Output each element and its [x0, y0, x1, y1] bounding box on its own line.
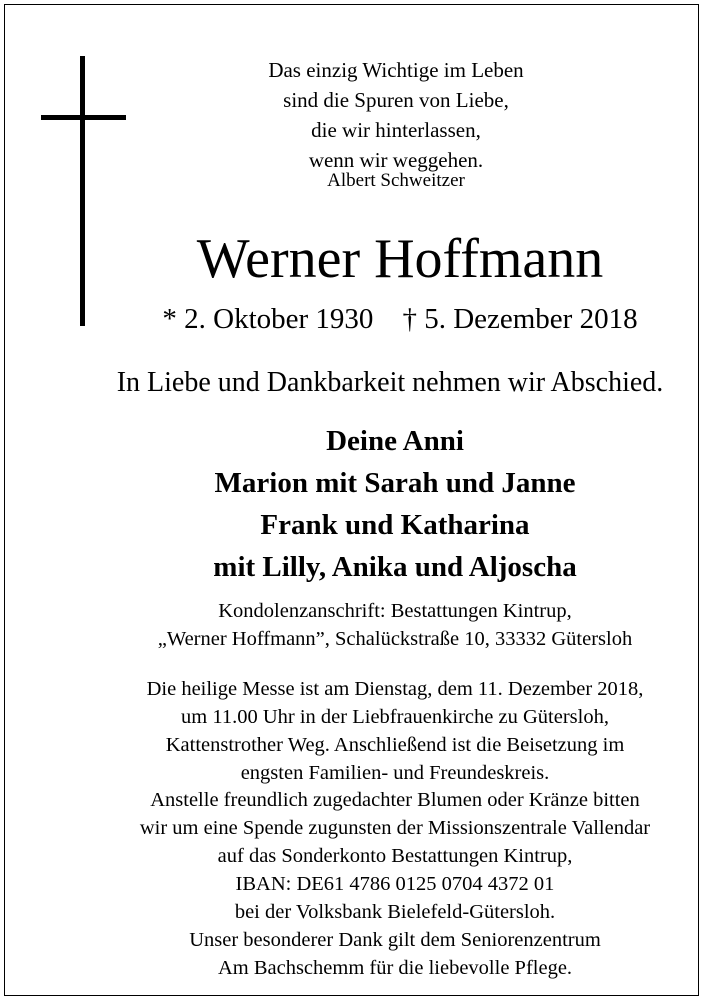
quote-line: die wir hinterlassen, — [311, 118, 481, 142]
condolence-line: Kondolenzanschrift: Bestattungen Kintrup, — [218, 600, 572, 622]
deceased-name: Werner Hoffmann — [196, 228, 604, 290]
quote-line: Das einzig Wichtige im Leben — [268, 58, 524, 82]
mass-line: engsten Familien- und Freundeskreis. — [240, 762, 550, 784]
family-list — [40, 420, 703, 588]
mass-line: um 11.00 Uhr in der Liebfrauenkirche zu Gütersloh, — [181, 706, 609, 728]
mass-line: Die heilige Messe ist am Dienstag, dem 11. Dezember 2018, — [146, 678, 644, 700]
cross-horizontal-bar — [41, 115, 126, 120]
farewell-text: In Liebe und Dankbarkeit nehmen wir Abschied. — [116, 367, 664, 398]
family-line: Deine Anni — [326, 425, 464, 457]
mass-info — [40, 675, 703, 787]
quote-line: wenn wir weggehen. — [308, 148, 484, 172]
donation-info — [40, 786, 703, 926]
donation-line: Anstelle freundlich zugedachter Blumen oder Kränze bitten — [150, 789, 640, 811]
mass-line: Kattenstrother Weg. Anschließend ist die Beisetzung im — [165, 734, 625, 756]
birth-date: * 2. Oktober 1930 — [162, 303, 374, 335]
donation-line: bei der Volksbank Bielefeld-Gütersloh. — [234, 901, 556, 923]
death-date: † 5. Dezember 2018 — [402, 303, 638, 335]
life-dates — [120, 300, 680, 338]
donation-line: IBAN: DE61 4786 0125 0704 4372 01 — [235, 873, 555, 895]
family-line: Frank und Katharina — [260, 509, 530, 541]
donation-line: auf das Sonderkonto Bestattungen Kintrup, — [217, 845, 573, 867]
family-line: mit Lilly, Anika und Aljoscha — [213, 551, 577, 583]
thanks-note — [40, 926, 703, 982]
quote — [166, 55, 626, 175]
thanks-line: Am Bachschemm für die liebevolle Pflege. — [217, 957, 573, 979]
quote-author: Albert Schweitzer — [327, 170, 465, 191]
thanks-line: Unser besonderer Dank gilt dem Seniorenzentrum — [189, 929, 601, 951]
donation-line: wir um eine Spende zugunsten der Missionszentrale Vallendar — [139, 817, 651, 839]
cross-vertical-bar — [80, 56, 85, 326]
family-line: Marion mit Sarah und Janne — [214, 467, 576, 499]
condolence-address — [40, 597, 703, 653]
condolence-line: „Werner Hoffmann”, Schalückstraße 10, 33332 Gütersloh — [157, 628, 633, 650]
quote-line: sind die Spuren von Liebe, — [283, 88, 509, 112]
